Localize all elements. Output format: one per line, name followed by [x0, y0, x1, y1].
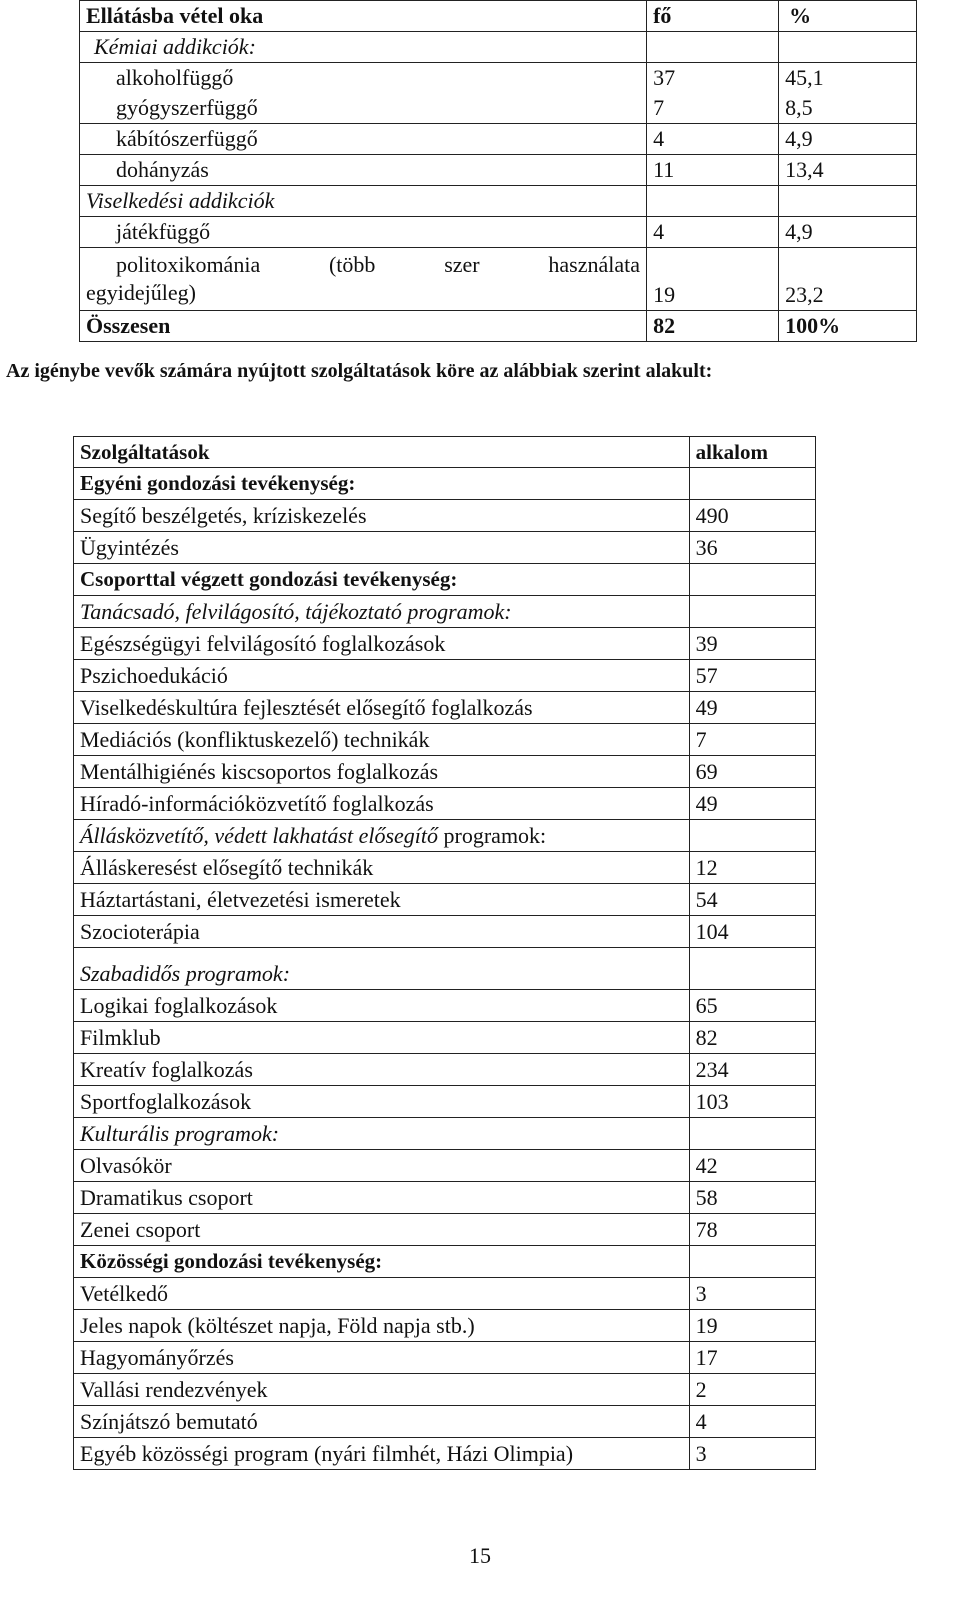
total-count: 82	[647, 311, 779, 342]
service-count	[689, 948, 815, 990]
row-percent: 4,9	[779, 124, 917, 155]
table-row	[74, 628, 816, 660]
service-count: 4	[689, 1406, 815, 1438]
service-label: Segítő beszélgetés, kríziskezelés	[74, 500, 690, 532]
row-label: játékfüggő	[80, 217, 647, 248]
section-behavioral: Viselkedési addikciók	[80, 186, 647, 217]
header-percent: %	[779, 1, 917, 32]
row-count: 4	[647, 217, 779, 248]
service-label: Álláskeresést elősegítő technikák	[74, 852, 690, 884]
service-count: 82	[689, 1022, 815, 1054]
header-occasions: alkalom	[689, 437, 815, 468]
table-row	[74, 724, 816, 756]
service-label: Vetélkedő	[74, 1278, 690, 1310]
service-count	[689, 1246, 815, 1278]
service-label: Színjátszó bemutató	[74, 1406, 690, 1438]
table-row	[74, 1118, 816, 1150]
table-row	[80, 63, 917, 124]
service-count	[689, 468, 815, 500]
table-row	[74, 1310, 816, 1342]
service-count: 7	[689, 724, 815, 756]
row-count: 37	[653, 65, 676, 90]
service-label: Háztartástani, életvezetési ismeretek	[74, 884, 690, 916]
table-row	[74, 1022, 816, 1054]
table-row	[80, 155, 917, 186]
service-count: 78	[689, 1214, 815, 1246]
addiction-table	[79, 0, 917, 342]
table-row	[74, 1214, 816, 1246]
service-count	[689, 1118, 815, 1150]
section-row	[80, 32, 917, 63]
service-label: Jeles napok (költészet napja, Föld napja stb.)	[74, 1310, 690, 1342]
table-row	[74, 692, 816, 724]
service-count: 36	[689, 532, 815, 564]
service-label: Viselkedéskultúra fejlesztését elősegítő foglalkozás	[74, 692, 690, 724]
header-count: fő	[647, 1, 779, 32]
table-row	[74, 884, 816, 916]
section-heading: Az igénybe vevők számára nyújtott szolgáltatások köre az alábbiak szerint alakult:	[6, 360, 713, 382]
poly-line2: egyidejűleg)	[86, 280, 196, 305]
table-header-row	[80, 1, 917, 32]
table-row	[74, 1054, 816, 1086]
service-label: Egészségügyi felvilágosító foglalkozások	[74, 628, 690, 660]
row-percent: 45,1	[785, 65, 824, 90]
table-header-row	[74, 437, 816, 468]
service-count	[689, 820, 815, 852]
service-count: 49	[689, 788, 815, 820]
service-label: Tanácsadó, felvilágosító, tájékoztató programok:	[74, 596, 690, 628]
table-row	[74, 788, 816, 820]
service-label: Kreatív foglalkozás	[74, 1054, 690, 1086]
row-label: gyógyszerfüggő	[116, 95, 258, 120]
service-label: Hagyományőrzés	[74, 1342, 690, 1374]
service-count: 42	[689, 1150, 815, 1182]
header-services: Szolgáltatások	[74, 437, 690, 468]
table-row	[74, 500, 816, 532]
service-count: 65	[689, 990, 815, 1022]
row-label: dohányzás	[80, 155, 647, 186]
service-label: Vallási rendezvények	[74, 1374, 690, 1406]
table-row	[74, 990, 816, 1022]
service-label: Pszichoedukáció	[74, 660, 690, 692]
row-percent: 13,4	[779, 155, 917, 186]
row-label: alkoholfüggő	[116, 65, 234, 90]
table-row	[74, 468, 816, 500]
service-label: Kulturális programok:	[74, 1118, 690, 1150]
service-label: Filmklub	[74, 1022, 690, 1054]
poly-word: használata	[548, 252, 641, 277]
poly-word: (több	[328, 252, 376, 277]
service-count: 58	[689, 1182, 815, 1214]
service-label: Logikai foglalkozások	[74, 990, 690, 1022]
service-label-tail: programok:	[438, 822, 547, 848]
service-label: Dramatikus csoport	[74, 1182, 690, 1214]
table-row	[74, 916, 816, 948]
service-label: Csoporttal végzett gondozási tevékenység:	[74, 564, 690, 596]
row-percent: 4,9	[779, 217, 917, 248]
service-count: 39	[689, 628, 815, 660]
row-label: kábítószerfüggő	[80, 124, 647, 155]
services-table	[73, 436, 816, 1470]
row-count: 4	[647, 124, 779, 155]
service-count: 54	[689, 884, 815, 916]
service-count: 49	[689, 692, 815, 724]
row-percent: 8,5	[785, 95, 813, 120]
chemical-pcts	[779, 63, 917, 124]
poly-label	[80, 248, 647, 311]
table-row	[74, 1406, 816, 1438]
service-label: Zenei csoport	[74, 1214, 690, 1246]
service-label: Sportfoglalkozások	[74, 1086, 690, 1118]
table-row	[74, 1438, 816, 1470]
table-row	[74, 596, 816, 628]
service-count: 3	[689, 1278, 815, 1310]
service-count: 19	[689, 1310, 815, 1342]
service-count	[689, 596, 815, 628]
table-row	[74, 1246, 816, 1278]
service-label: Olvasókör	[74, 1150, 690, 1182]
service-label: Egyéni gondozási tevékenység:	[74, 468, 690, 500]
service-label: Szabadidős programok:	[74, 948, 690, 990]
header-reason: Ellátásba vétel oka	[80, 1, 647, 32]
service-count: 104	[689, 916, 815, 948]
poly-word: szer	[444, 252, 480, 277]
page-number: 15	[469, 1543, 491, 1568]
table-row	[74, 948, 816, 990]
total-row	[80, 311, 917, 342]
service-label: Szocioterápia	[74, 916, 690, 948]
service-count: 103	[689, 1086, 815, 1118]
poly-word: politoxikománia	[116, 252, 261, 277]
table-row	[74, 1342, 816, 1374]
service-count: 3	[689, 1438, 815, 1470]
table-row	[74, 1150, 816, 1182]
table-row	[74, 1278, 816, 1310]
row-percent: 23,2	[779, 248, 917, 311]
service-count	[689, 564, 815, 596]
row-count: 19	[647, 248, 779, 311]
service-label: Híradó-információközvetítő foglalkozás	[74, 788, 690, 820]
section-chemical: Kémiai addikciók:	[80, 32, 647, 63]
total-percent: 100%	[779, 311, 917, 342]
service-label-italic: Állásközvetítő, védett lakhatást elősegítő	[80, 822, 439, 848]
table-row	[74, 820, 816, 852]
service-label: Közösségi gondozási tevékenység:	[74, 1246, 690, 1278]
service-label: Ügyintézés	[74, 532, 690, 564]
service-label: Mediációs (konfliktuskezelő) technikák	[74, 724, 690, 756]
chemical-labels	[80, 63, 647, 124]
row-count: 11	[647, 155, 779, 186]
table-row	[74, 1182, 816, 1214]
table-row	[80, 124, 917, 155]
service-count: 12	[689, 852, 815, 884]
table-row	[74, 564, 816, 596]
table-row	[74, 1086, 816, 1118]
service-label: Egyéb közösségi program (nyári filmhét, Házi Olimpia)	[74, 1438, 690, 1470]
service-count: 2	[689, 1374, 815, 1406]
section-row	[80, 186, 917, 217]
table-row	[74, 660, 816, 692]
service-count: 69	[689, 756, 815, 788]
table-row	[74, 1374, 816, 1406]
service-count: 234	[689, 1054, 815, 1086]
service-count: 17	[689, 1342, 815, 1374]
table-row	[80, 217, 917, 248]
chemical-counts	[647, 63, 779, 124]
service-count: 57	[689, 660, 815, 692]
service-count: 490	[689, 500, 815, 532]
table-row	[74, 756, 816, 788]
table-row	[74, 852, 816, 884]
table-row	[80, 248, 917, 311]
service-label	[74, 820, 690, 852]
total-label: Összesen	[80, 311, 647, 342]
table-row	[74, 532, 816, 564]
row-count: 7	[653, 95, 665, 120]
service-label: Mentálhigiénés kiscsoportos foglalkozás	[74, 756, 690, 788]
